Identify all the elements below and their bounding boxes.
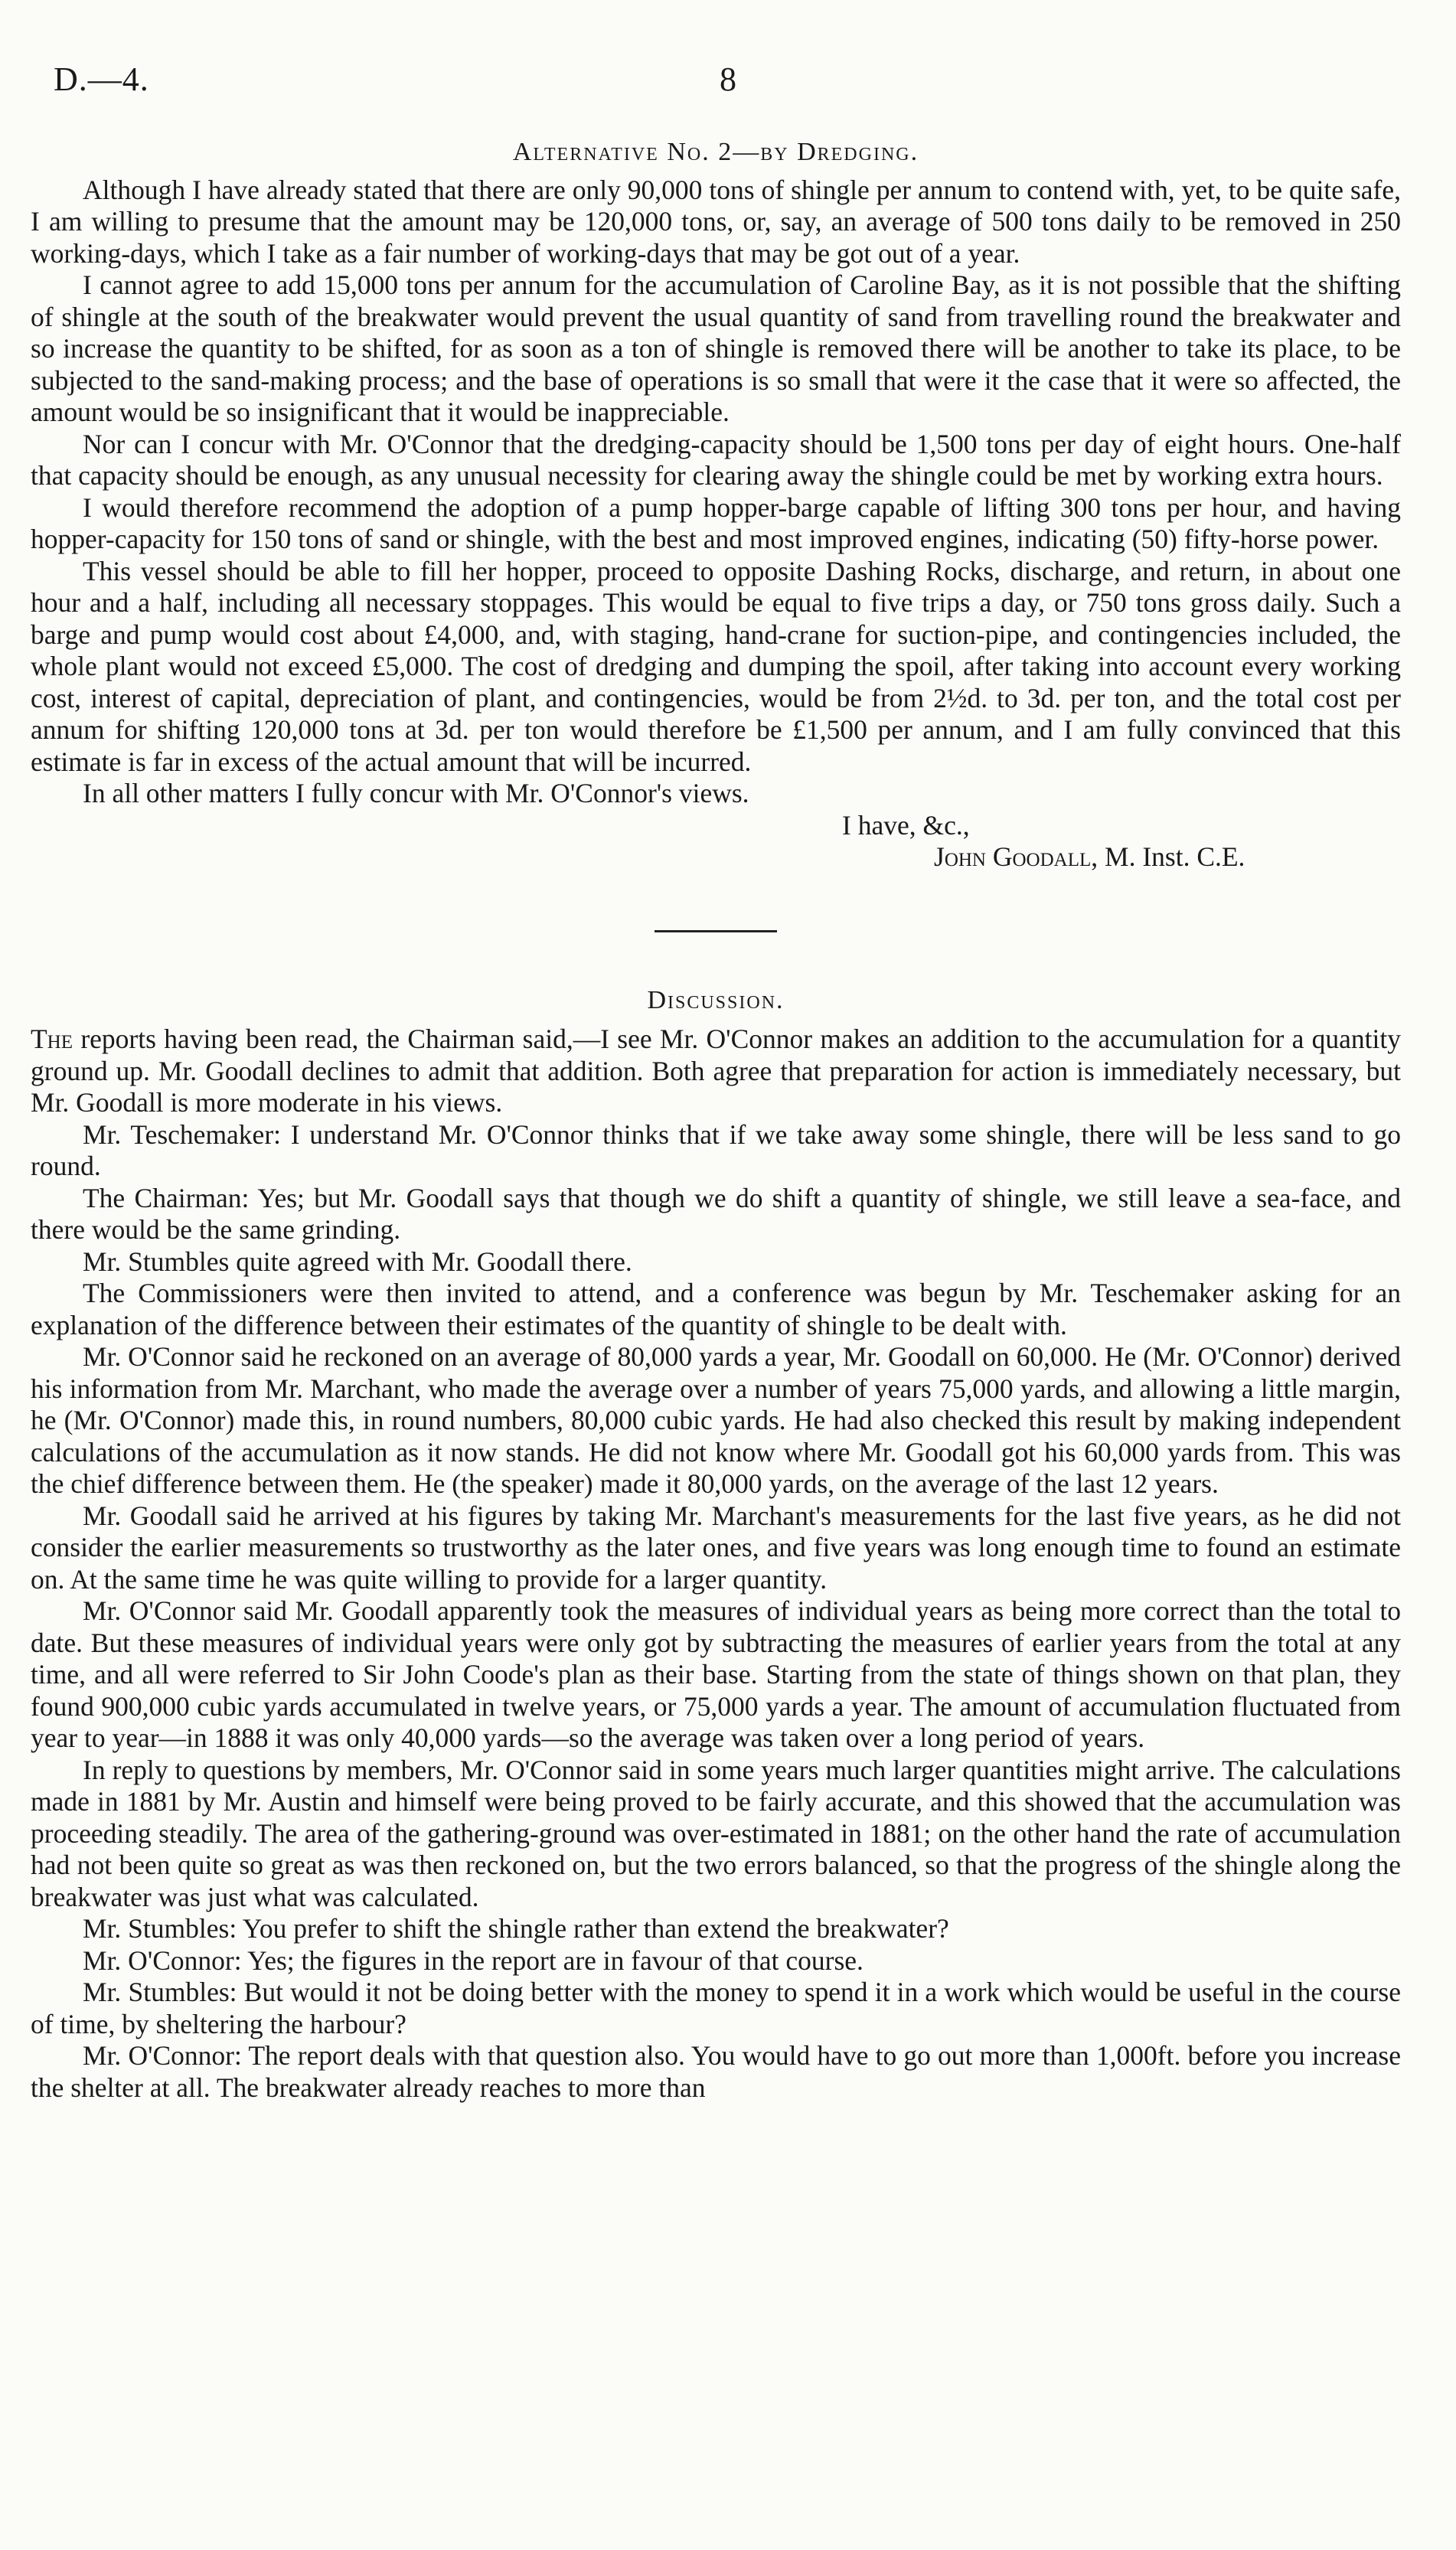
signature-title: M. Inst. C.E.	[1105, 841, 1245, 872]
letter-closing: I have, &c.,	[842, 809, 970, 841]
paragraph: I cannot agree to add 15,000 tons per annum for the accumulation of Caroline Bay, as it is not possible that the shifting of shingle at the south of the breakwater would prevent the usual quantity of sand from travelling round the breakwater and so increase the quantity to be shifted, for as soon as a ton of shingle is removed there will be another to take its place, to be subjected to the sand-making process; and the base of operations is so small that were it the case that it were so affected, the amount would be so insignificant that it would be inappreciable.	[31, 269, 1401, 427]
paragraph: The Commissioners were then invited to attend, and a conference was begun by Mr. Teschemaker asking for an explanation of the difference between their estimates of the quantity of shingle to be dealt with.	[31, 1278, 1401, 1340]
section-heading-alternative-2: Alternative No. 2—by Dredging.	[512, 138, 919, 166]
paragraph: This vessel should be able to fill her hopper, proceed to opposite Dashing Rocks, discharge, and return, in about one hour and a half, including all necessary stoppages. This would be equal to five trips a day, or 750 tons gross daily. Such a barge and pump would cost about £4,000, and, with staging, hand-crane for suction-pipe, and contingencies included, the whole plant would not exceed £5,000. The cost of dredging and dumping the spoil, after taking into account every working cost, interest of capital, depreciation of plant, and contingencies, would be from 2½d. to 3d. per ton, and the total cost per annum for shifting 120,000 tons at 3d. per ton would therefore be £1,500 per annum, and I am fully convinced that this estimate is far in excess of the actual amount that will be incurred.	[31, 555, 1401, 777]
section-divider	[655, 930, 777, 932]
paragraph: Mr. O'Connor said he reckoned on an average of 80,000 yards a year, Mr. Goodall on 60,000. He (Mr. O'Connor) derived his information from Mr. Marchant, who made the average over a number of years 75,000 yards, and allowing a little margin, he (Mr. O'Connor) made this, in round numbers, 80,000 cubic yards. He had also checked this result by making independent calculations of the accumulation as it now stands. He did not know where Mr. Goodall got his 60,000 yards from. This was the chief difference between them. He (the speaker) made it 80,000 yards, on the average of the last 12 years.	[31, 1341, 1401, 1499]
paragraph: Although I have already stated that there are only 90,000 tons of shingle per annum to contend with, yet, to be quite safe, I am willing to presume that the amount may be 120,000 tons, or, say, an average of 500 tons daily to be removed in 250 working-days, which I take as a fair number of working-days that may be got out of a year.	[31, 174, 1401, 269]
paragraph: Mr. Teschemaker: I understand Mr. O'Connor thinks that if we take away some shingle, there will be less sand to go round.	[31, 1118, 1401, 1181]
document-body	[31, 136, 1401, 2104]
paragraph: Mr. O'Connor: Yes; the figures in the report are in favour of that course.	[83, 1944, 863, 1976]
paragraph: Nor can I concur with Mr. O'Connor that the dredging-capacity should be 1,500 tons per day of eight hours. One-half that capacity should be enough, as any unusual necessity for clearing away the shingle could be met by working extra hours.	[31, 428, 1401, 491]
paragraph: Mr. O'Connor said Mr. Goodall apparently took the measures of individual years as being more correct than the total to date. But these measures of individual years were only got by subtracting the measures of earlier years from the total at any time, and all were referred to Sir John Coode's plan as their base. Starting from the state of things shown on that plan, they found 900,000 cubic yards accumulated in twelve years, or 75,000 yards a year. The amount of accumulation fluctuated from year to year—in 1888 it was only 40,000 yards—so the average was taken over a long period of years.	[31, 1595, 1401, 1753]
paragraph: Mr. Stumbles: But would it not be doing better with the money to spend it in a work which would be useful in the course of time, by sheltering the harbour?	[31, 1977, 1401, 2039]
lead-text: reports having been read, the Chairman said,—I see Mr. O'Connor makes an addition to the accumulation for a quantity ground up. Mr. Goodall declines to admit that addition. Both agree that preparation for action is immediately necessary, but Mr. Goodall is more moderate in his views.	[31, 1024, 1401, 1118]
lead-word: The	[31, 1024, 73, 1054]
signature	[31, 841, 1401, 873]
paragraph: Mr. Stumbles quite agreed with Mr. Goodall there.	[83, 1246, 632, 1277]
paragraph: Mr. O'Connor: The report deals with that question also. You would have to go out more than 1,000ft. before you increase the shelter at all. The breakwater already reaches to more than	[31, 2040, 1401, 2103]
paragraph: I would therefore recommend the adoption of a pump hopper-barge capable of lifting 300 tons per hour, and having hopper-capacity for 150 tons of sand or shingle, with the best and most improved engines, indicating (50) fifty-horse power.	[31, 491, 1401, 554]
paragraph: Mr. Goodall said he arrived at his figures by taking Mr. Marchant's measurements for the last five years, as he did not consider the earlier measurements so trustworthy as the later ones, and five years was long enough time to found an estimate on. At the same time he was quite willing to provide for a larger quantity.	[31, 1500, 1401, 1595]
paragraph: The Chairman: Yes; but Mr. Goodall says that though we do shift a quantity of shingle, we still leave a sea-face, and there would be the same grinding.	[31, 1182, 1401, 1245]
paragraph: Mr. Stumbles: You prefer to shift the shingle rather than extend the breakwater?	[83, 1913, 949, 1944]
paragraph: In all other matters I fully concur with Mr. O'Connor's views.	[83, 778, 749, 808]
paragraph: In reply to questions by members, Mr. O'Connor said in some years much larger quantities might arrive. The calculations made in 1881 by Mr. Austin and himself were being proved to be fairly accurate, and this showed that the accumulation was proceeding steadily. The area of the gathering-ground was over-estimated in 1881; on the other hand the rate of accumulation had not been quite so great as was then reckoned on, but the two errors balanced, so that the progress of the shingle along the breakwater was just what was calculated.	[31, 1754, 1401, 1912]
page-number: 8	[720, 60, 736, 98]
paragraph-lead	[31, 1024, 1401, 1119]
signature-name: John Goodall,	[934, 841, 1099, 872]
document-series-code: D.—4.	[54, 60, 149, 98]
section-heading-discussion: Discussion.	[647, 985, 785, 1014]
